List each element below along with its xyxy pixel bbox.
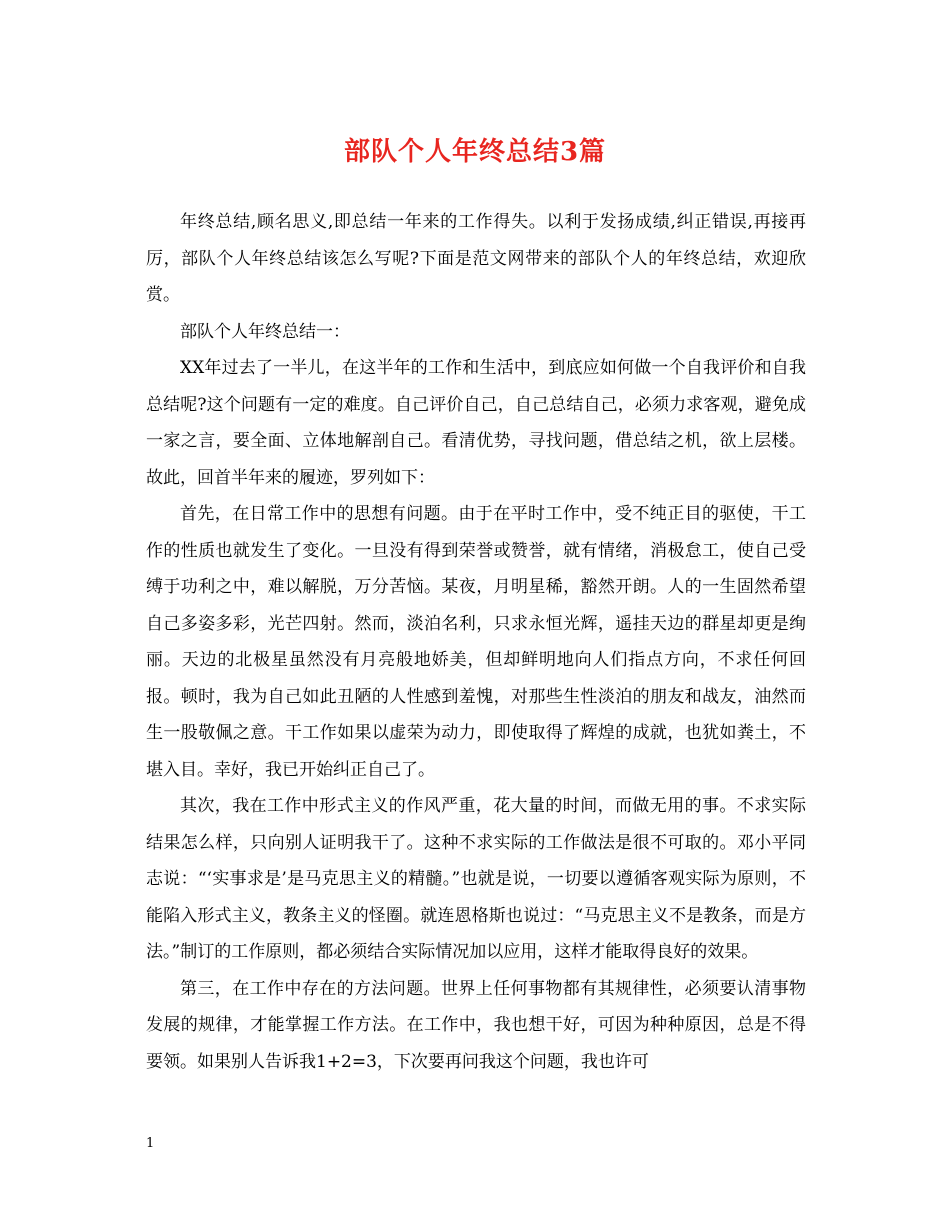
section-heading: 部队个人年终总结一： — [180, 321, 350, 342]
body-paragraph: 首先，在日常工作中的思想有问题。由于在平时工作中，受不纯正目的驱使，干工作的性质也就发生了变化。一旦没有得到荣誉或赞誉，就有情绪，消极怠工，使自己受缚于功利之中，难以解脱，万分苦恼。某夜，月明星稀，豁然开朗。人的一生固然希望自己多姿多彩，光芒四射。然而，淡泊名利，只求永恒光辉，遥挂天边的群星却更是绚丽。天边的北极星虽然没有月亮般地娇美，但却鲜明地向人们指点方向，不求任何回报。顿时，我为自己如此丑陋的人性感到羞愧，对那些生性淡泊的朋友和战友，油然而生一股敬佩之意。干工作如果以虚荣为动力，即使取得了辉煌的成就，也犹如粪土，不堪入目。幸好，我已开始纠正自己了。 — [146, 504, 806, 780]
body-paragraph: 其次，我在工作中形式主义的作风严重，花大量的时间，而做无用的事。不求实际结果怎么样，只向别人证明我干了。这种不求实际的工作做法是很不可取的。邓小平同志说：“‘实事求是’是马克思主义的精髓。”也就是说，一切要以遵循客观实际为原则，不能陷入形式主义，教条主义的怪圈。就连恩格斯也说过：“马克思主义不是教条，而是方法。”制订的工作原则，都必须结合实际情况加以应用，这样才能取得良好的效果。 — [146, 796, 806, 962]
intro-paragraph: 年终总结,顾名思义,即总结一年来的工作得失。以利于发扬成绩,纠正错误,再接再厉，部队个人年终总结该怎么写呢?下面是范文网带来的部队个人的年终总结，欢迎欣赏。 — [146, 212, 806, 305]
body-paragraph: 第三，在工作中存在的方法问题。世界上任何事物都有其规律性，必须要认清事物发展的规律，才能掌握工作方法。在工作中，我也想干好，可因为种种原因，总是不得要领。如果别人告诉我1+2=3，下次要再问我这个问题，我也许可 — [146, 978, 806, 1072]
page-number: 1 — [146, 1136, 155, 1151]
document-title: 部队个人年终总结3篇 — [343, 137, 607, 167]
document-body — [146, 204, 806, 1080]
body-paragraph: XX年过去了一半儿，在这半年的工作和生活中，到底应如何做一个自我评价和自我总结呢?这个问题有一定的难度。自己评价自己，自己总结自己，必须力求客观，避免成一家之言，要全面、立体地解剖自己。看清优势，寻找问题，借总结之机，欲上层楼。故此，回首半年来的履迹，罗列如下： — [146, 358, 806, 488]
